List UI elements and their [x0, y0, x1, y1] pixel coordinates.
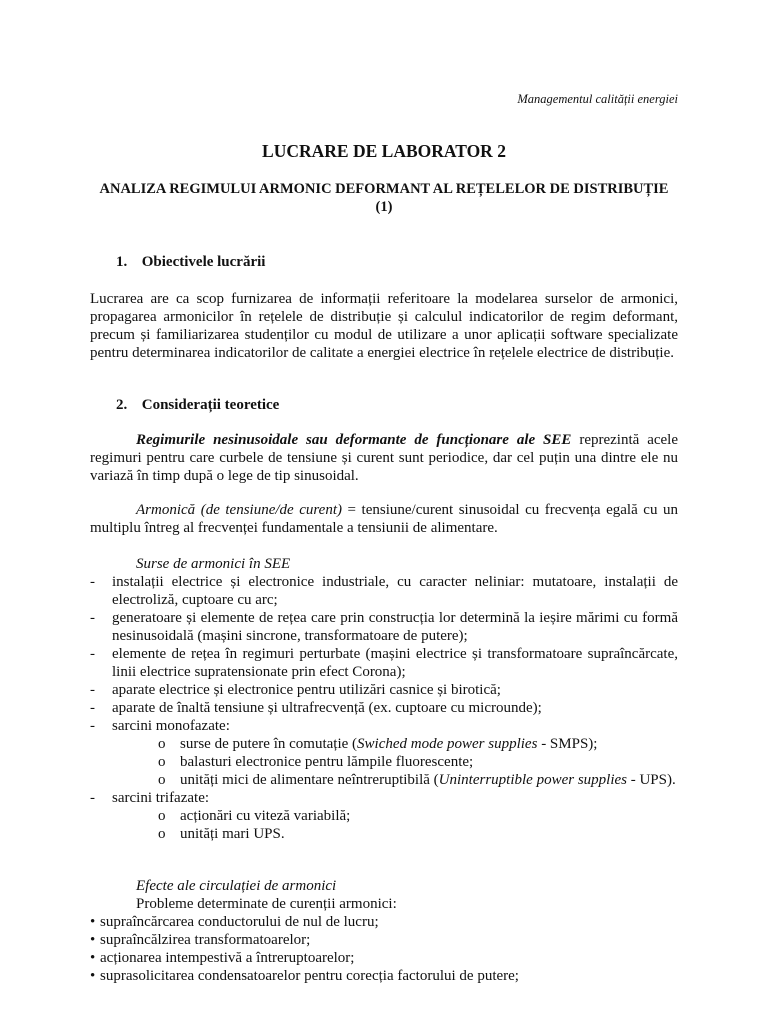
definition-harmonic-term: Armonică (de tensiune/de curent): [136, 502, 342, 518]
definition-regimes-text: reprezintă acele regimuri pentru care curbele de tensiune și curent sunt periodice, dar cel puțin una dintre ele nu variază în timp după o lege de tip sinusoidal.: [90, 432, 678, 484]
definition-harmonic: [90, 501, 678, 537]
dash-marker: -: [90, 790, 95, 806]
list-item: o acționări cu viteză variabilă;: [158, 808, 351, 824]
effects-list: [90, 913, 678, 985]
page-title: LUCRARE DE LABORATOR 2: [262, 141, 506, 161]
circle-marker: o: [158, 772, 166, 788]
list-item: - sarcini trifazate: o acționări cu viteză variabilă; o unități mari UPS.: [90, 789, 678, 843]
list-item: o balasturi electronice pentru lămpile fluorescente;: [158, 754, 474, 770]
definition-regimes: [90, 431, 678, 485]
dash-marker: -: [90, 574, 95, 590]
effects-intro: Probleme determinate de curenții armonici:: [136, 896, 397, 912]
definition-harmonic-text: = tensiune/curent sinusoidal cu frecvența egală cu un multiplu întreg al frecvenței fundamentale a tensiunii de alimentare.: [90, 502, 678, 536]
list-item: - sarcini monofazate: o surse de putere în comutație (Swiched mode power supplies - SMPS); o balasturi electronice pentru lămpile fluorescente; o unități mici de alimentare neîntreruptibilă (Uninterruptible power supplies - UPS).: [90, 717, 678, 789]
list-item: - aparate electrice și electronice pentru utilizări casnice și birotică;: [90, 682, 501, 698]
sources-heading: Surse de armonici în SEE: [136, 556, 291, 572]
circle-marker: o: [158, 754, 166, 770]
bullet-marker: •: [90, 932, 96, 948]
running-header: Managementul calității energiei: [517, 92, 678, 106]
list-item: - elemente de rețea în regimuri perturbate (mașini electrice și transformatoare supraîncărcate, linii electrice supratensionate prin efect Corona);: [90, 646, 678, 680]
section-1-title: Obiectivele lucrării: [141, 254, 266, 270]
section-1-heading: [116, 253, 265, 271]
three-phase-loads-list: [90, 807, 678, 843]
section-2-title: Considerații teoretice: [141, 397, 280, 413]
section-1-number: 1.: [116, 254, 128, 270]
dash-marker: -: [90, 718, 95, 734]
dash-marker: -: [90, 700, 95, 716]
bullet-marker: •: [90, 968, 96, 984]
bullet-marker: •: [90, 914, 96, 930]
section-1-body: Lucrarea are ca scop furnizarea de informații referitoare la modelarea surselor de armonici, propagarea armonicilor în rețelele de distribuție și calculul indicatorilor de regim deformant, precum și familiarizarea studenților cu modul de utilizare a unor aplicații software specializate pentru determinarea indicatorilor de calitate a energiei electrice în rețelele electrice de distribuție.: [90, 291, 678, 361]
circle-marker: o: [158, 808, 166, 824]
list-item: • supraîncărcarea conductorului de nul de lucru;: [90, 914, 379, 930]
list-item: o unități mari UPS.: [158, 826, 285, 842]
dash-marker: -: [90, 610, 95, 626]
section-2-number: 2.: [116, 397, 128, 413]
list-item: • acționarea intempestivă a întreruptoarelor;: [90, 950, 355, 966]
list-item: - aparate de înaltă tensiune și ultrafrecvență (ex. cuptoare cu microunde);: [90, 700, 542, 716]
list-item: o unități mici de alimentare neîntreruptibilă (Uninterruptible power supplies - UPS).: [158, 772, 676, 788]
circle-marker: o: [158, 736, 166, 752]
list-item: o surse de putere în comutație (Swiched mode power supplies - SMPS);: [158, 736, 598, 752]
definition-regimes-term: Regimurile nesinusoidale sau deformante de funcționare ale SEE: [136, 432, 572, 448]
list-item: - instalații electrice și electronice industriale, cu caracter neliniar: mutatoare, instalații de electroliză, cuptoare cu arc;: [90, 574, 678, 608]
dash-marker: -: [90, 646, 95, 662]
sources-list: [90, 573, 678, 843]
section-2-heading: [116, 396, 279, 414]
bullet-marker: •: [90, 950, 96, 966]
single-phase-loads-list: [90, 735, 678, 789]
dash-marker: -: [90, 682, 95, 698]
page-subtitle: ANALIZA REGIMULUI ARMONIC DEFORMANT AL REȚELELOR DE DISTRIBUȚIE (1): [99, 181, 669, 215]
list-item: • suprasolicitarea condensatoarelor pentru corecția factorului de putere;: [90, 968, 519, 984]
list-item: - generatoare și elemente de rețea care prin construcția lor determină la ieșire mărimi cu formă nesinusoidală (mașini sincrone, transformatoare de putere);: [90, 610, 678, 644]
list-item: • supraîncălzirea transformatoarelor;: [90, 932, 311, 948]
circle-marker: o: [158, 826, 166, 842]
effects-heading: Efecte ale circulației de armonici: [136, 878, 337, 894]
